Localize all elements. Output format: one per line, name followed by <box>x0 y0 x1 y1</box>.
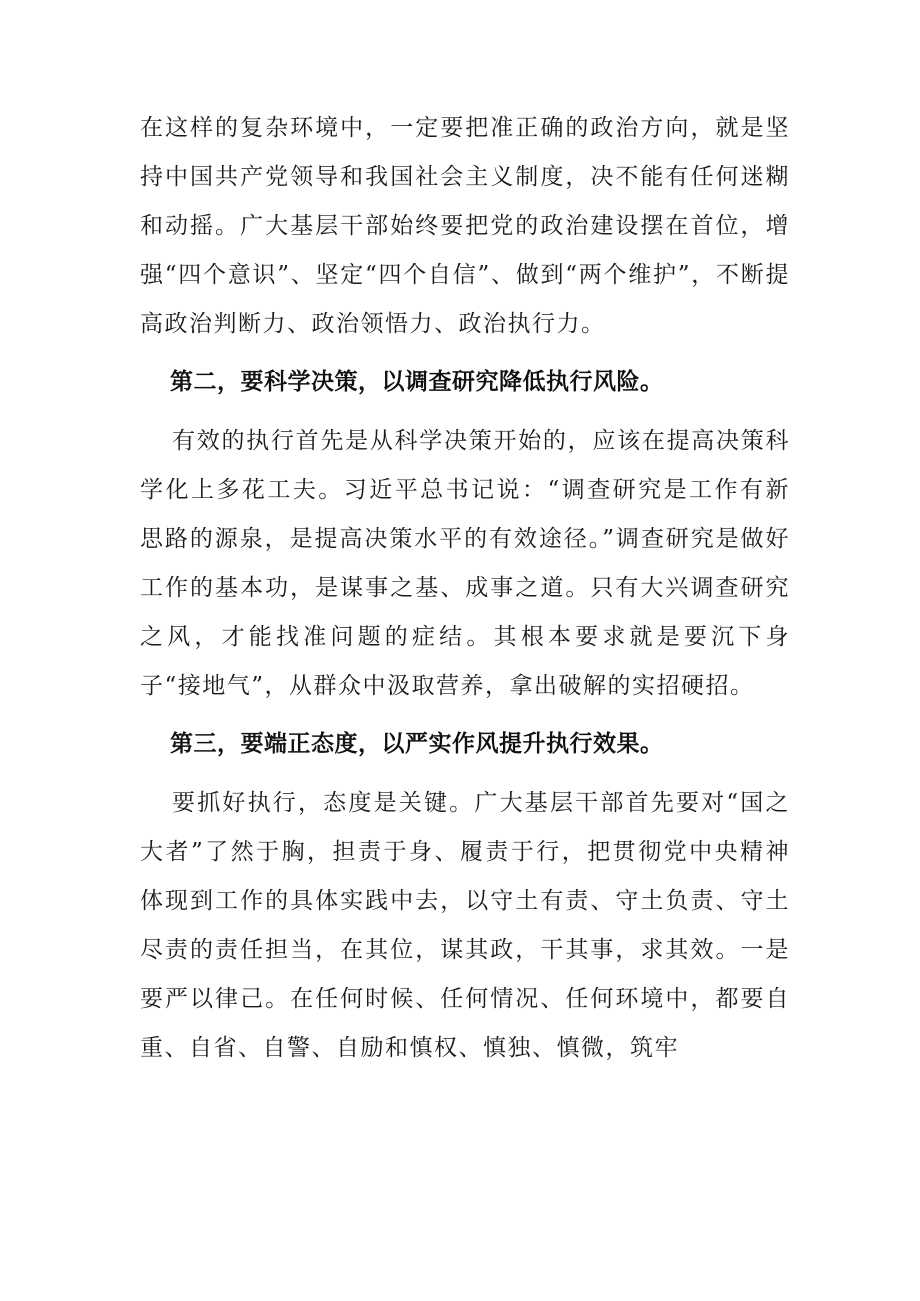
document-body <box>140 104 790 1073</box>
paragraph-investigation-research: 有效的执行首先是从科学决策开始的，应该在提高决策科学化上多花工夫。习近平总书记说：“调查研究是工作有新思路的源泉，是提高决策水平的有效途径。”调查研究是做好工作的基本功，是谋事之基、成事之道。只有大兴调查研究之风，才能找准问题的症结。其根本要求就是要沉下身子“接地气”，从群众中汲取营养，拿出破解的实招硬招。 <box>140 428 790 699</box>
paragraph-political-direction: 在这样的复杂环境中，一定要把准正确的政治方向，就是坚持中国共产党领导和我国社会主义制度，决不能有任何迷糊和动摇。广大基层干部始终要把党的政治建设摆在首位，增强“四个意识”、坚定“四个自信”、做到“两个维护”，不断提高政治判断力、政治领悟力、政治执行力。 <box>140 115 790 337</box>
paragraph-execution-attitude: 要抓好执行，态度是关键。广大基层干部首先要对“国之大者”了然于胸，担责于身、履责于行，把贯彻党中央精神体现到工作的具体实践中去，以守土有责、守土负责、守土尽责的责任担当，在其位，谋其政，干其事，求其效。一是要严以律己。在任何时候、任何情况、任何环境中，都要自重、自省、自警、自励和慎权、慎独、慎微，筑牢 <box>140 790 790 1061</box>
heading-scientific-decision: 第二，要科学决策，以调查研究降低执行风险。 <box>170 369 664 395</box>
heading-correct-attitude: 第三，要端正态度，以严实作风提升执行效果。 <box>170 731 664 757</box>
